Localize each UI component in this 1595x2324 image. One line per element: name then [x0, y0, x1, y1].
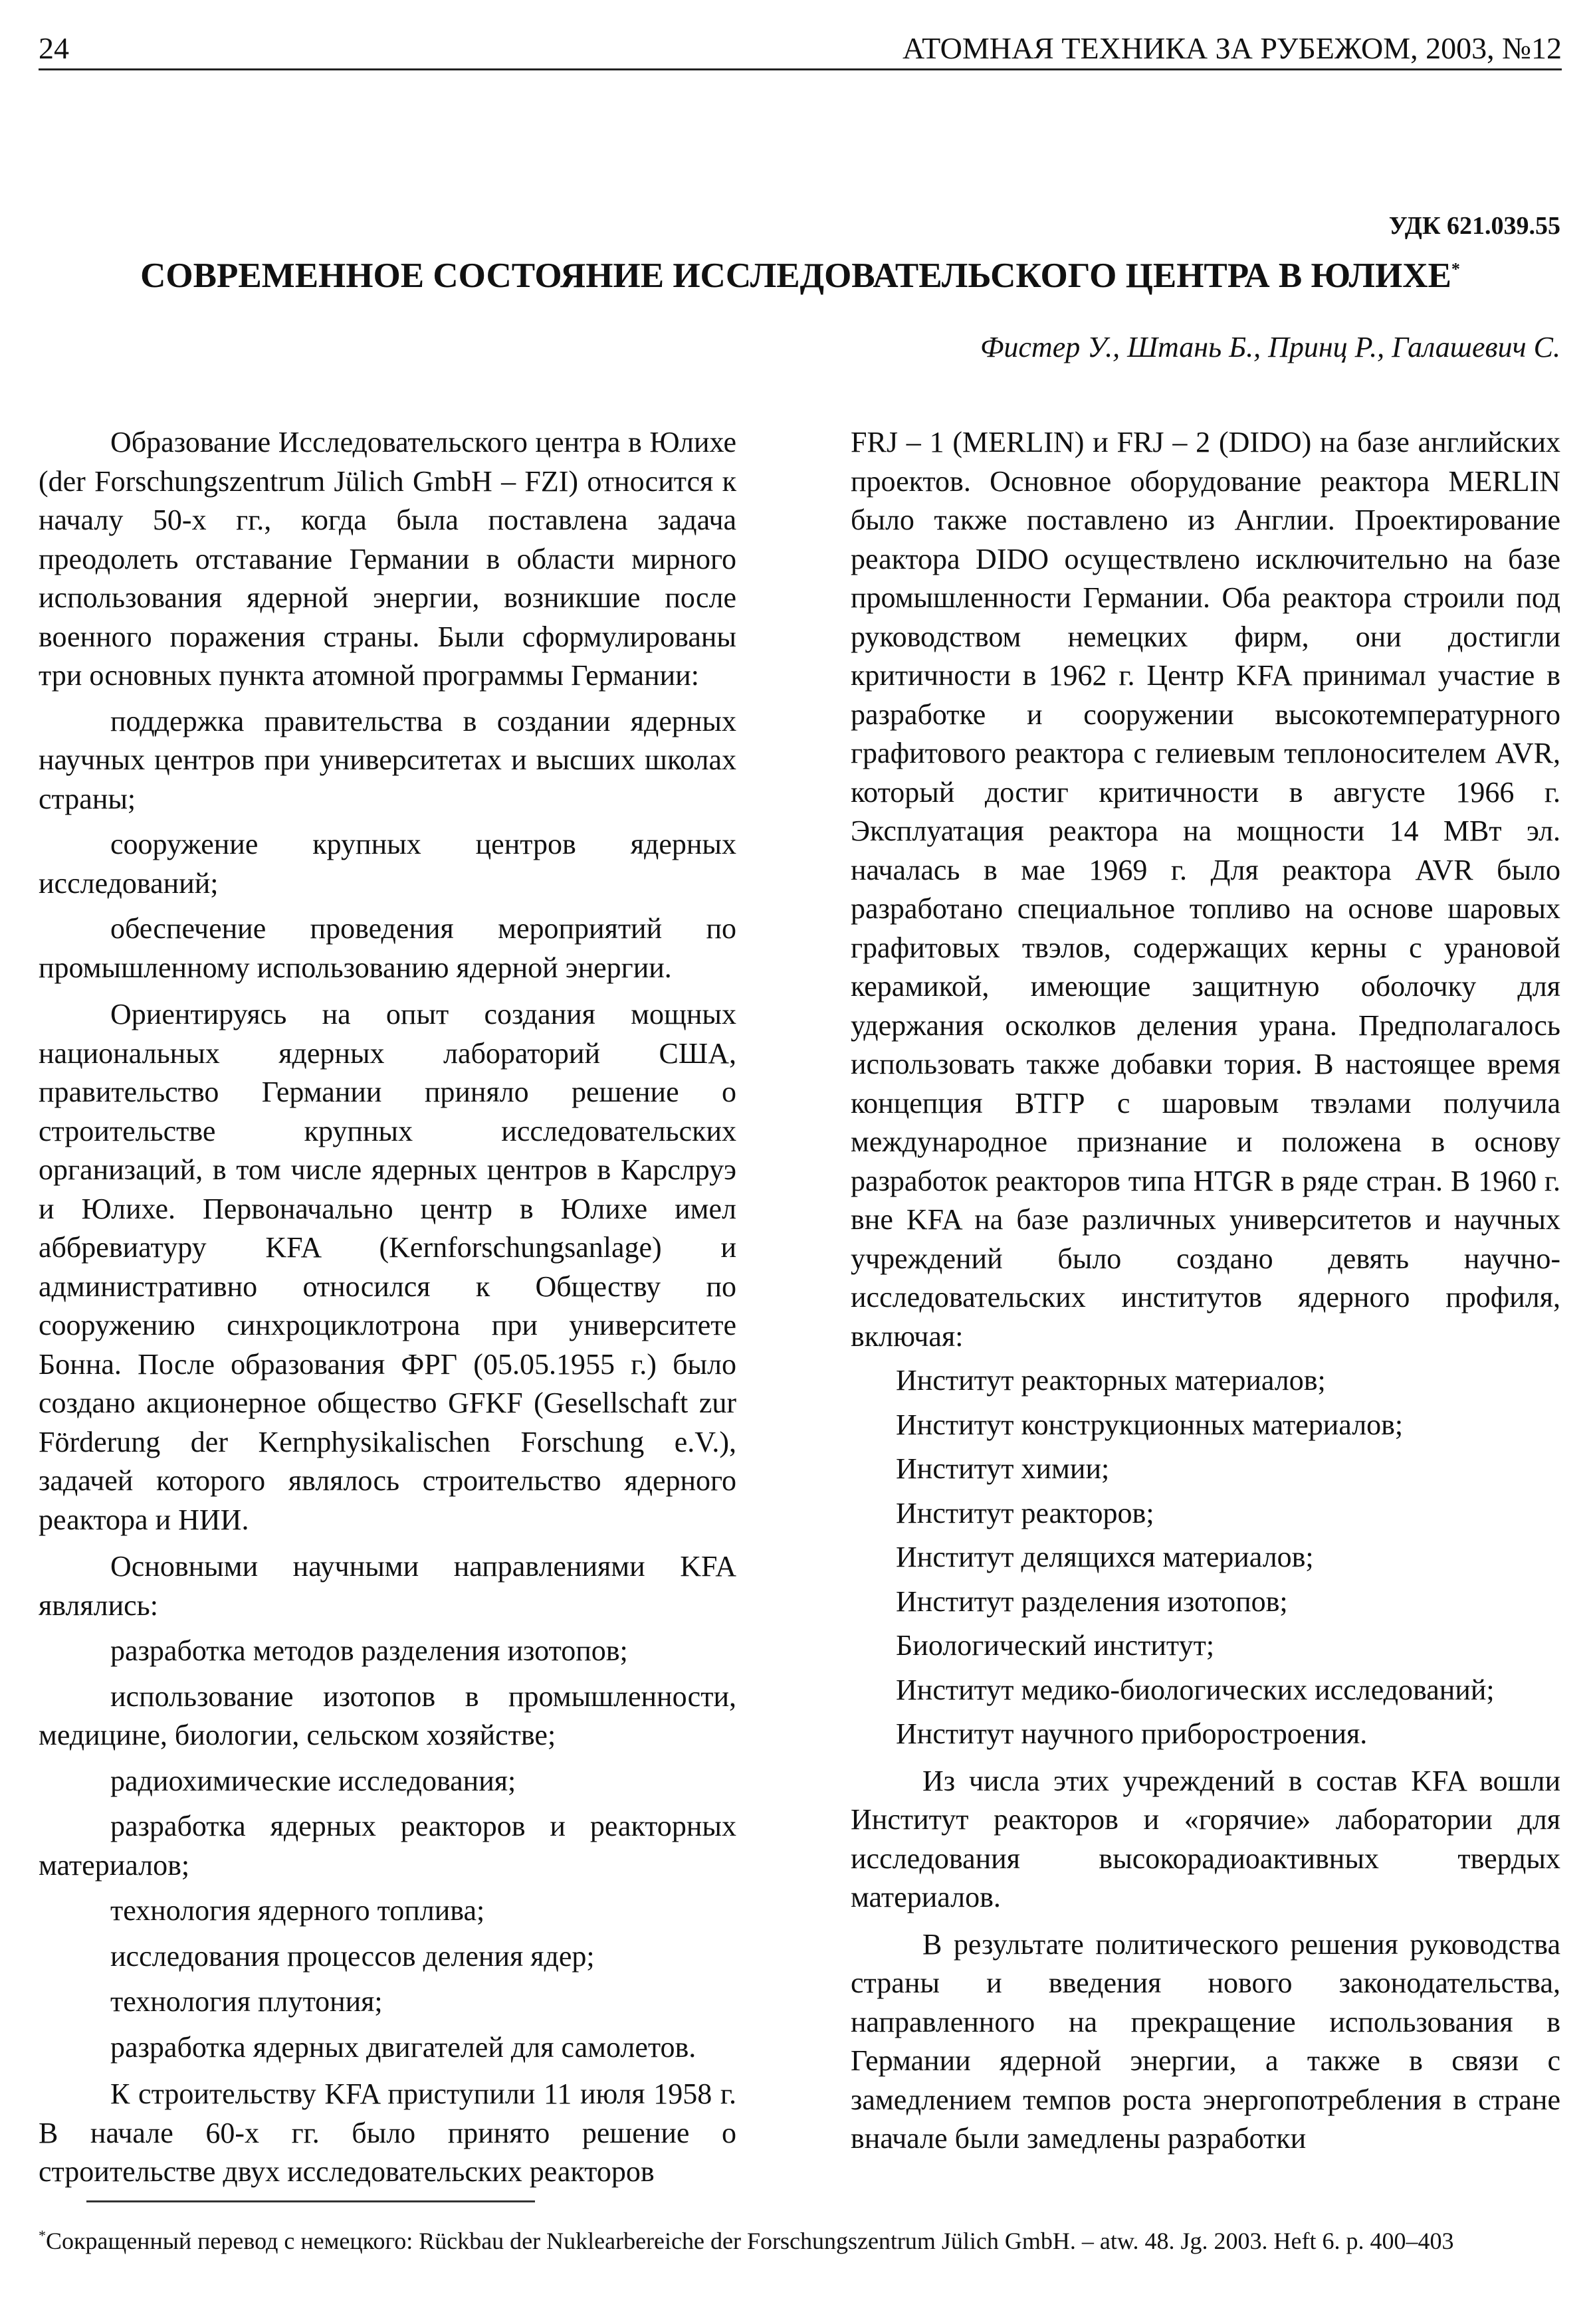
- list-item: технология ядерного топлива;: [110, 1894, 485, 1927]
- list-item: разработка ядерных реакторов и реакторных материалов;: [39, 1810, 736, 1882]
- footnote-mark: *: [39, 2227, 46, 2244]
- paragraph: Из числа этих учреждений в состав KFA вошли Институт реакторов и «горячие» лаборатории для исследования высокорадиоактивных твердых материалов.: [851, 1764, 1560, 1913]
- paragraph: Образование Исследовательского центра в Юлихе (der Forschungszentrum Jülich GmbH – FZI) относится к началу 50-х гг., когда была поставлена задача преодолеть отставание Германии в области мирного использования ядерной энергии, возникшие после военного поражения страны. Были сформулированы три основных пункта атомной программы Германии:: [39, 426, 736, 692]
- list-item: сооружение крупных центров ядерных исследований;: [39, 828, 736, 900]
- institute-list-item: Институт реакторов;: [896, 1496, 1154, 1529]
- udk-code: УДК 621.039.55: [1388, 212, 1560, 240]
- footnote-divider: [86, 2200, 535, 2202]
- list-item: исследования процессов деления ядер;: [110, 1939, 595, 1973]
- title-footnote-mark: *: [1451, 259, 1460, 279]
- institute-list-item: Институт конструкционных материалов;: [896, 1408, 1404, 1441]
- institute-list-item: Институт разделения изотопов;: [896, 1585, 1288, 1618]
- paragraph: К строительству KFA приступили 11 июля 1958 г. В начале 60-х гг. было принято решение о строительстве двух исследовательских реакторов: [39, 2078, 736, 2188]
- institute-list-item: Биологический институт;: [896, 1629, 1215, 1662]
- list-item: поддержка правительства в создании ядерных научных центров при университетах и высших школах страны;: [39, 704, 736, 815]
- institute-list-item: Институт делящихся материалов;: [896, 1541, 1314, 1573]
- paragraph: Основными научными направлениями KFA являлись:: [39, 1550, 736, 1622]
- header-divider: [39, 68, 1562, 70]
- journal-title: АТОМНАЯ ТЕХНИКА ЗА РУБЕЖОМ, 2003, №12: [902, 31, 1562, 65]
- running-header: [39, 24, 1562, 70]
- list-item: технология плутония;: [110, 1985, 383, 2018]
- page-number: 24: [39, 31, 69, 65]
- list-item: радиохимические исследования;: [110, 1764, 516, 1797]
- article-title-text: СОВРЕМЕННОЕ СОСТОЯНИЕ ИССЛЕДОВАТЕЛЬСКОГО ЦЕНТРА В ЮЛИХЕ: [140, 256, 1451, 295]
- institute-list-item: Институт реакторных материалов;: [896, 1364, 1326, 1397]
- institute-list-item: Институт медико-биологических исследований;: [896, 1673, 1495, 1706]
- right-column: [851, 423, 1560, 2159]
- footnote-text: Сокращенный перевод с немецкого: Rückbau der Nuklearbereiche der Forschungszentrum Jülich GmbH. – atw. 48. Jg. 2003. Heft 6. p. 400–403: [46, 2228, 1454, 2254]
- institute-list-item: Институт научного приборостроения.: [896, 1717, 1368, 1750]
- left-column: [39, 423, 736, 2192]
- list-item: разработка ядерных двигателей для самолетов.: [110, 2030, 696, 2064]
- paragraph: Ориентируясь на опыт создания мощных национальных ядерных лабораторий США, правительство Германии приняло решение о строительстве крупных исследовательских организаций, в том числе ядерных центров в Карслруэ и Юлихе. Первоначально центр в Юлихе имел аббревиатуру KFA (Kernforschungsanlage) и административно относился к Обществу по сооружению синхроциклотрона при университете Бонна. После образования ФРГ (05.05.1955 г.) было создано акционерное общество GFKF (Gesellschaft zur Förderung der Kernphysikalischen Forschung e.V.), задачей которого являлось строительство ядерного реактора и НИИ.: [39, 998, 736, 1536]
- paragraph: В результате политического решения руководства страны и введения нового законодательства, направленного на прекращение использования в Германии ядерной энергии, а также в связи с замедлением темпов роста энергопотребления в стране вначале были замедлены разработки: [851, 1927, 1560, 2155]
- footnote: [39, 2218, 1534, 2259]
- paragraph: FRJ – 1 (MERLIN) и FRJ – 2 (DIDO) на базе английских проектов. Основное оборудование реактора MERLIN было также поставлено из Англии. Проектирование реактора DIDO осуществлено исключительно на базе промышленности Германии. Оба реактора строили под руководством немецких фирм, они достигли критичности в 1962 г. Центр KFA принимал участие в разработке и сооружении высокотемпературного графитового реактора с гелиевым теплоносителем AVR, который достиг критичности в августе 1966 г. Эксплуатация реактора на мощности 14 МВт эл. началась в мае 1969 г. Для реактора AVR было разработано специальное топливо на основе шаровых графитовых твэлов, содержащих керны с урановой керамикой, имеющие защитную оболочку для удержания осколков деления урана. Предполагалось использовать также добавки тория. В настоящее время концепция ВТГР с шаровым твэлами получила международное признание и положена в основу разработок реакторов типа HTGR в ряде стран. В 1960 г. вне KFA на базе различных университетов и научных учреждений было создано девять научно-исследовательских институтов ядерного профиля, включая:: [851, 426, 1560, 1353]
- list-item: обеспечение проведения мероприятий по промышленному использованию ядерной энергии.: [39, 912, 736, 984]
- list-item: разработка методов разделения изотопов;: [110, 1634, 628, 1667]
- article-authors: Фистер У., Штань Б., Принц Р., Галашевич С.: [980, 331, 1560, 363]
- article-title: [39, 256, 1562, 296]
- list-item: использование изотопов в промышленности, медицине, биологии, сельском хозяйстве;: [39, 1680, 736, 1751]
- institute-list-item: Институт химии;: [896, 1452, 1110, 1485]
